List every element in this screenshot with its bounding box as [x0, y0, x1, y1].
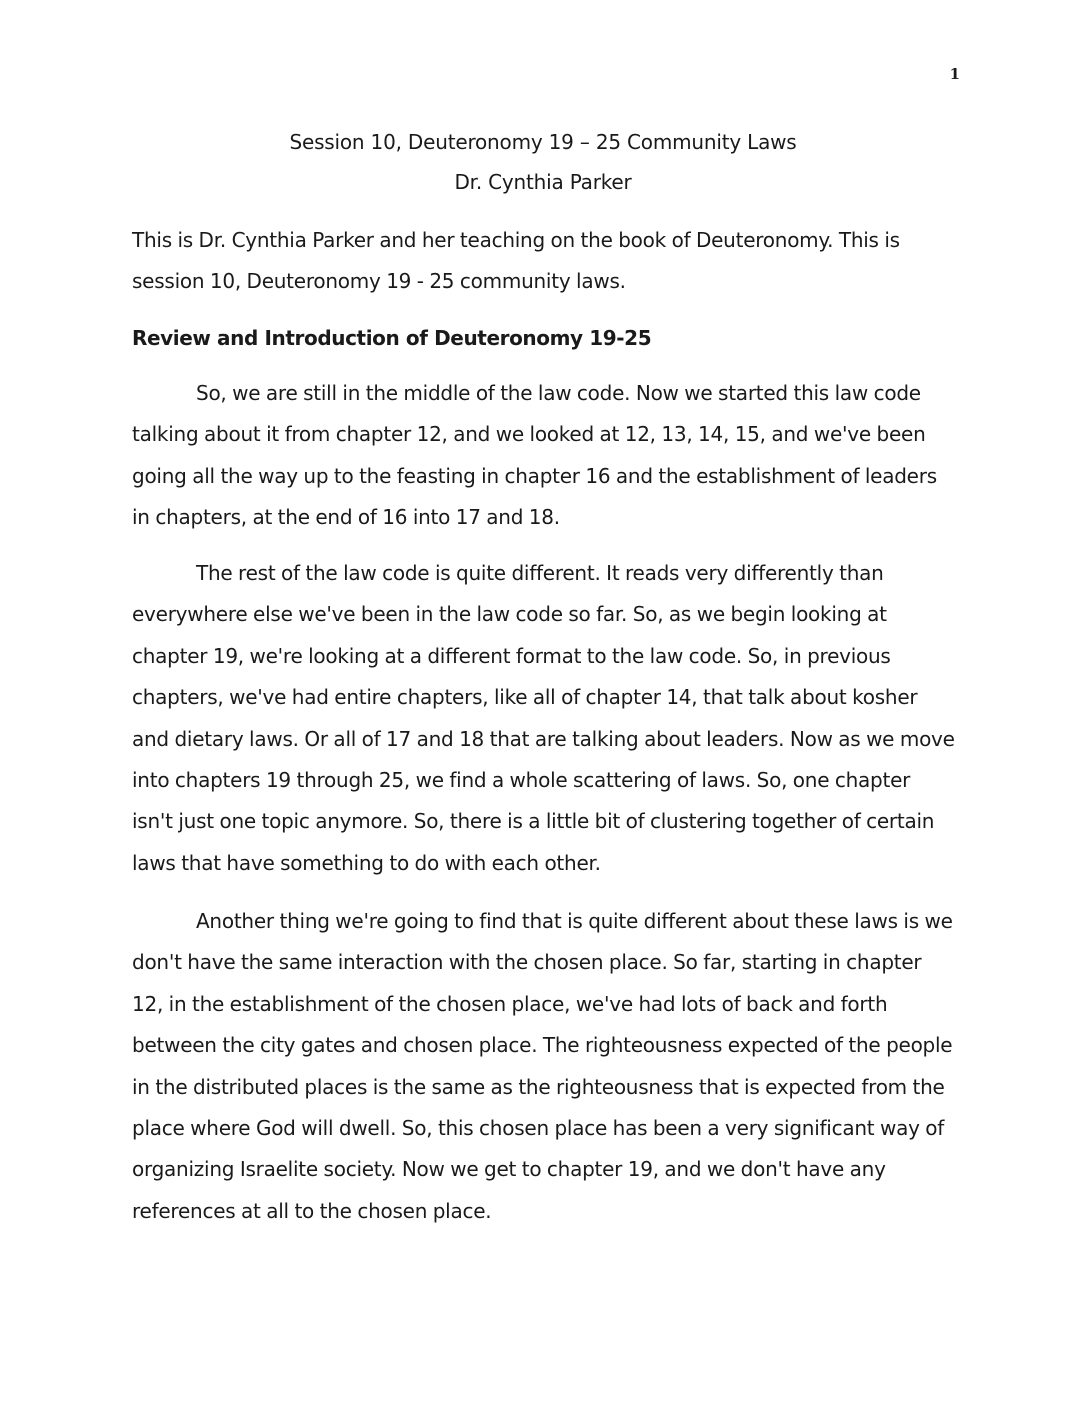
paragraph-2-block	[132, 553, 956, 884]
paragraph-1-block	[132, 373, 956, 539]
body-paragraph: The rest of the law code is quite different. It reads very differently than everywhere else we've been in the law code so far. So, as we begin looking at chapter 19, we're looking at a different format to the law code. So, in previous chapters, we've had entire chapters, like all of chapter 14, that talk about kosher and dietary laws. Or all of 17 and 18 that are talking about leaders. Now as we move into chapters 19 through 25, we find a whole scattering of laws. So, one chapter isn't just one topic anymore. So, there is a little bit of clustering together of certain laws that have something to do with each other.	[132, 561, 955, 875]
intro-paragraph: This is Dr. Cynthia Parker and her teaching on the book of Deuteronomy. This is session 10, Deuteronomy 19 - 25 community laws.	[132, 228, 900, 294]
document-title: Session 10, Deuteronomy 19 – 25 Community Laws	[289, 130, 797, 154]
paragraph-3-block	[132, 901, 956, 1232]
body-paragraph: Another thing we're going to find that is quite different about these laws is we don't have the same interaction with the chosen place. So far, starting in chapter 12, in the establishment of the chosen place, we've had lots of back and forth between the city gates and chosen place. The righteousness expected of the people in the distributed places is the same as the righteousness that is expected from the place where God will dwell. So, this chosen place has been a very significant way of organizing Israelite society. Now we get to chapter 19, and we don't have any references at all to the chosen place.	[132, 909, 953, 1223]
title-block	[132, 122, 954, 202]
page-number: 1	[949, 65, 960, 83]
body-paragraph: So, we are still in the middle of the law code. Now we started this law code talking about it from chapter 12, and we looked at 12, 13, 14, 15, and we've been going all the way up to the feasting in chapter 16 and the establishment of leaders in chapters, at the end of 16 into 17 and 18.	[132, 381, 937, 530]
intro-block	[132, 220, 956, 303]
document-author: Dr. Cynthia Parker	[454, 170, 632, 194]
section-heading: Review and Introduction of Deuteronomy 19-25	[132, 326, 652, 350]
